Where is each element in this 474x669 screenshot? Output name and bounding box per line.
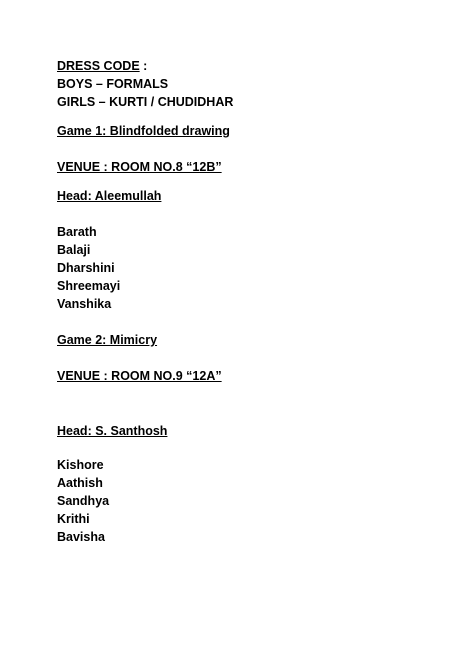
game-1-title: Game 1: Blindfolded drawing	[57, 124, 230, 138]
game-1-member: Barath	[57, 225, 97, 239]
game-1-venue: VENUE : ROOM NO.8 “12B”	[57, 160, 222, 174]
game-2-member: Bavisha	[57, 530, 105, 544]
game-2-title: Game 2: Mimicry	[57, 333, 158, 347]
game-1-member: Shreemayi	[57, 279, 121, 293]
dress-code-colon: :	[139, 59, 148, 73]
dress-code-heading	[57, 59, 147, 74]
game-1-head: Head: Aleemullah	[57, 189, 162, 203]
game-2-member: Krithi	[57, 512, 90, 526]
dress-code-girls: GIRLS – KURTI / CHUDIDHAR	[57, 95, 234, 109]
game-2-member: Aathish	[57, 476, 103, 490]
game-1-member: Dharshini	[57, 261, 115, 275]
dress-code-boys: BOYS – FORMALS	[57, 77, 169, 91]
game-2-venue: VENUE : ROOM NO.9 “12A”	[57, 369, 222, 383]
game-2-head: Head: S. Santhosh	[57, 424, 168, 438]
game-1-member: Vanshika	[57, 297, 112, 311]
game-1-member: Balaji	[57, 243, 91, 257]
dress-code-label: DRESS CODE	[57, 59, 140, 73]
game-2-member: Sandhya	[57, 494, 110, 508]
game-2-member: Kishore	[57, 458, 104, 472]
